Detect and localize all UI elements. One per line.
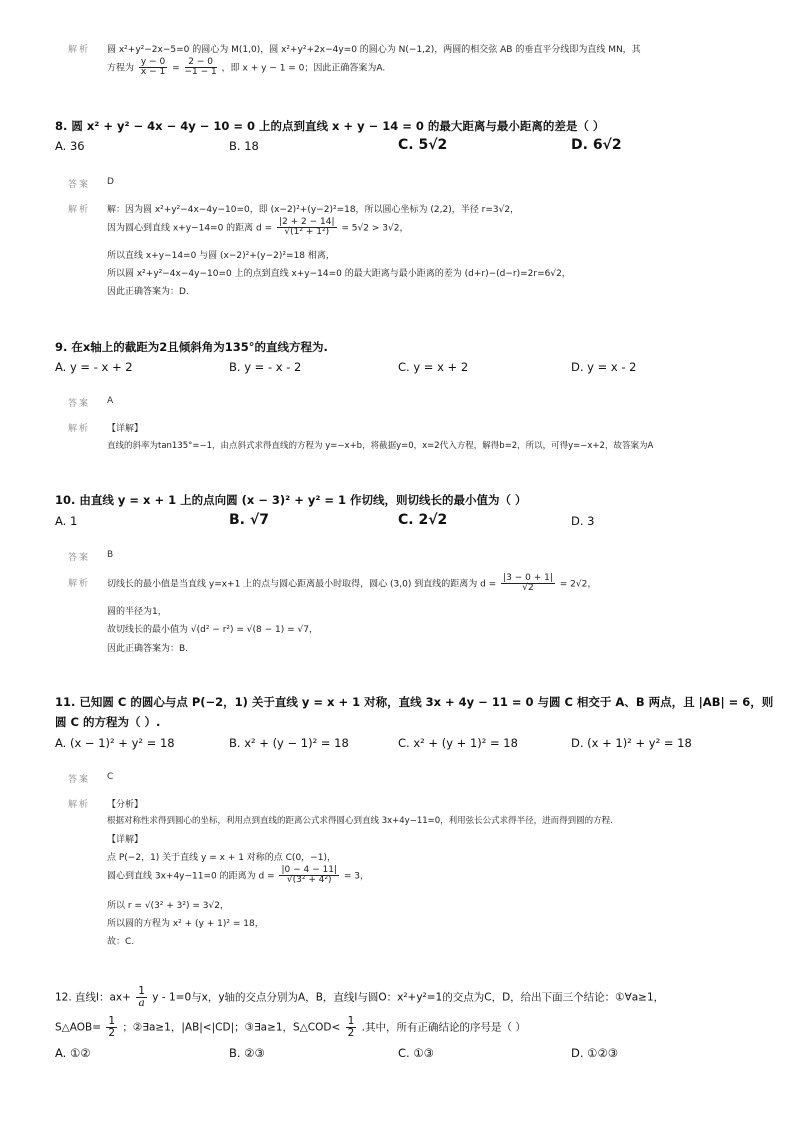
analysis-label: 解析: [68, 579, 91, 589]
q9-analysis-line-1: 【详解】: [107, 424, 144, 434]
q9-option-c: C. y = x + 2: [398, 360, 469, 374]
q12-stem-line-1: 12. 直线l：ax+ $\frac{1}{a}$ y - 1=0与x，y轴的交点分别为A，B，直线l与圆O：x²+y²=1的交点为C，D，给出下面三个结论：①∀a≥1，: [55, 985, 665, 1010]
q9-option-d: D. y = x - 2: [571, 360, 637, 374]
q12-option-a: A. ①②: [55, 1046, 91, 1060]
q11-analysis-line-7: 所以圆的方程为 x² + (y + 1)² = 18，: [107, 919, 264, 929]
q7-analysis-line-1: 圆 x²+y²−2x−5=0 的圆心为 M(1,0)，圆 x²+y²+2x−4y=0 的圆心为 N(−1,2)，两圆的相交弦 AB 的垂直平分线即为直线 MN，其: [107, 45, 641, 55]
q8-option-d: D. 6√2: [571, 137, 622, 153]
q10-option-c: C. 2√2: [398, 512, 448, 528]
q12-fraction-2: $\frac{1}{2}$: [108, 1015, 116, 1040]
q12-option-b: B. ②③: [229, 1046, 265, 1060]
q9-analysis-line-2: 直线的斜率为tan135°=−1，由点斜式求得直线的方程为 y=−x+b，将截据y=0，x=2代入方程，解得b=2，所以，可得y=−x+2，故答案为A: [107, 441, 654, 451]
q8-analysis-line-4: 所以圆 x²+y²−4x−4y−10=0 上的点到直线 x+y−14=0 的最大距离与最小距离的差为 (d+r)−(d−r)=2r=6√2，: [107, 269, 571, 279]
q11-analysis-line-4: 点 P(−2，1) 关于直线 y = x + 1 对称的点 C(0，−1)，: [107, 853, 336, 863]
q10-stem: 10. 由直线 y = x + 1 上的点向圆 (x − 3)² + y² = 1 作切线，则切线长的最小值为（ ）: [55, 493, 527, 507]
q11-option-d: D. (x + 1)² + y² = 18: [571, 736, 692, 750]
analysis-label: 解析: [68, 800, 91, 810]
q7-analysis-line-2: 方程为 $\frac{y - 0}{x - 1}$ = $\frac{2 - 0}{-1 - 1}$ ，即 x + y − 1 = 0；因此正确答案为A.: [107, 57, 386, 78]
q12-stem-line-2: S△AOB= $\frac{1}{2}$ ；②∃a≥1，|AB|<|CD|；③∃a≥1，S△COD< $\frac{1}{2}$ .其中，所有正确结论的序号是（ ）: [55, 1015, 526, 1040]
q11-fraction: $\frac{|0 - 4 - 11|}{\text{√(3² + 4²)}}$: [281, 865, 337, 886]
q7-fraction-2: $\frac{2 - 0}{-1 - 1}$: [184, 57, 217, 78]
q11-stem-line-2: 圆 C 的方程为（ ）.: [55, 715, 161, 729]
q12-fraction-1: $\frac{1}{a}$: [138, 985, 145, 1010]
q10-answer: B: [107, 550, 114, 560]
q8-option-b: B. 18: [229, 139, 259, 153]
q11-analysis-line-5: 圆心到直线 3x+4y−11=0 的距离为 d = $\frac{|0 - 4 - 11|}{\text{√(3² + 4²)}}$ = 3，: [107, 865, 369, 886]
analysis-label: 解析: [68, 205, 91, 215]
q7-fraction-1: $\frac{y - 0}{x - 1}$: [140, 57, 166, 78]
q11-stem-line-1: 11. 已知圆 C 的圆心与点 P(−2，1) 关于直线 y = x + 1 对称，直线 3x + 4y − 11 = 0 与圆 C 相交于 A、B 两点，且 |AB| = 6，则: [55, 695, 774, 709]
q8-stem: 8. 圆 x² + y² − 4x − 4y − 10 = 0 上的点到直线 x + y − 14 = 0 的最大距离与最小距离的差是（ ）: [55, 119, 605, 133]
q8-analysis-line-5: 因此正确答案为：D.: [107, 287, 189, 297]
q10-analysis-line-2: 圆的半径为1，: [107, 607, 167, 617]
q11-analysis-line-8: 故：C.: [107, 937, 135, 947]
q11-option-c: C. x² + (y + 1)² = 18: [398, 736, 518, 750]
q12-option-c: C. ①③: [398, 1046, 434, 1060]
answer-label: 答案: [68, 399, 91, 409]
q10-option-a: A. 1: [55, 514, 78, 528]
q9-answer: A: [107, 396, 114, 406]
q12-option-d: D. ①②③: [571, 1046, 619, 1060]
q11-analysis-line-2: 根据对称性求得到圆心的坐标，利用点到直线的距离公式求得圆心到直线 3x+4y−11=0，利用弦长公式求得半径，进而得到圆的方程.: [107, 816, 613, 826]
q10-analysis-line-4: 因此正确答案为：B.: [107, 644, 189, 654]
q10-option-d: D. 3: [571, 514, 595, 528]
q10-option-b: B. √7: [229, 512, 269, 528]
q8-analysis-line-2: 因为圆心到直线 x+y−14=0 的距离 d = $\frac{|2 + 2 - 14|}{\text{√(1² + 1²)}}$ = 5√2 > 3√2，: [107, 217, 409, 238]
q8-analysis-line-1: 解：因为圆 x²+y²−4x−4y−10=0，即 (x−2)²+(y−2)²=18，所以圆心坐标为 (2,2)，半径 r=3√2，: [107, 205, 520, 215]
q8-option-c: C. 5√2: [398, 137, 448, 153]
answer-label: 答案: [68, 775, 91, 785]
q9-option-b: B. y = - x - 2: [229, 360, 302, 374]
analysis-label: 解析: [68, 424, 91, 434]
q9-option-a: A. y = - x + 2: [55, 360, 133, 374]
q10-fraction: $\frac{|3 - 0 + 1|}{√2}$: [503, 573, 553, 594]
analysis-label: 解析: [68, 45, 91, 55]
answer-label: 答案: [68, 553, 91, 563]
q8-answer: D: [107, 177, 114, 187]
q8-fraction: $\frac{|2 + 2 - 14|}{\text{√(1² + 1²)}}$: [279, 217, 335, 238]
q11-analysis-line-6: 所以 r = √(3² + 3²) = 3√2，: [107, 901, 229, 911]
q11-option-b: B. x² + (y − 1)² = 18: [229, 736, 349, 750]
answer-label: 答案: [68, 180, 91, 190]
q10-analysis-line-3: 故切线长的最小值为 √(d² − r²) = √(8 − 1) = √7，: [107, 625, 318, 635]
q11-option-a: A. (x − 1)² + y² = 18: [55, 736, 175, 750]
q12-fraction-3: $\frac{1}{2}$: [347, 1015, 355, 1040]
q8-analysis-line-3: 所以直线 x+y−14=0 与圆 (x−2)²+(y−2)²=18 相离，: [107, 251, 335, 261]
q11-answer: C: [107, 772, 114, 782]
q9-stem: 9. 在x轴上的截距为2且倾斜角为135°的直线方程为.: [55, 340, 328, 354]
q10-analysis-line-1: 切线长的最小值是当直线 y=x+1 上的点与圆心距离最小时取得，圆心 (3,0) 到直线的距离为 d = $\frac{|3 - 0 + 1|}{√2}$ = 2√2，: [107, 573, 597, 594]
q8-option-a: A. 36: [55, 139, 85, 153]
q11-analysis-line-1: 【分析】: [107, 800, 144, 810]
q11-analysis-line-3: 【详解】: [107, 835, 144, 845]
